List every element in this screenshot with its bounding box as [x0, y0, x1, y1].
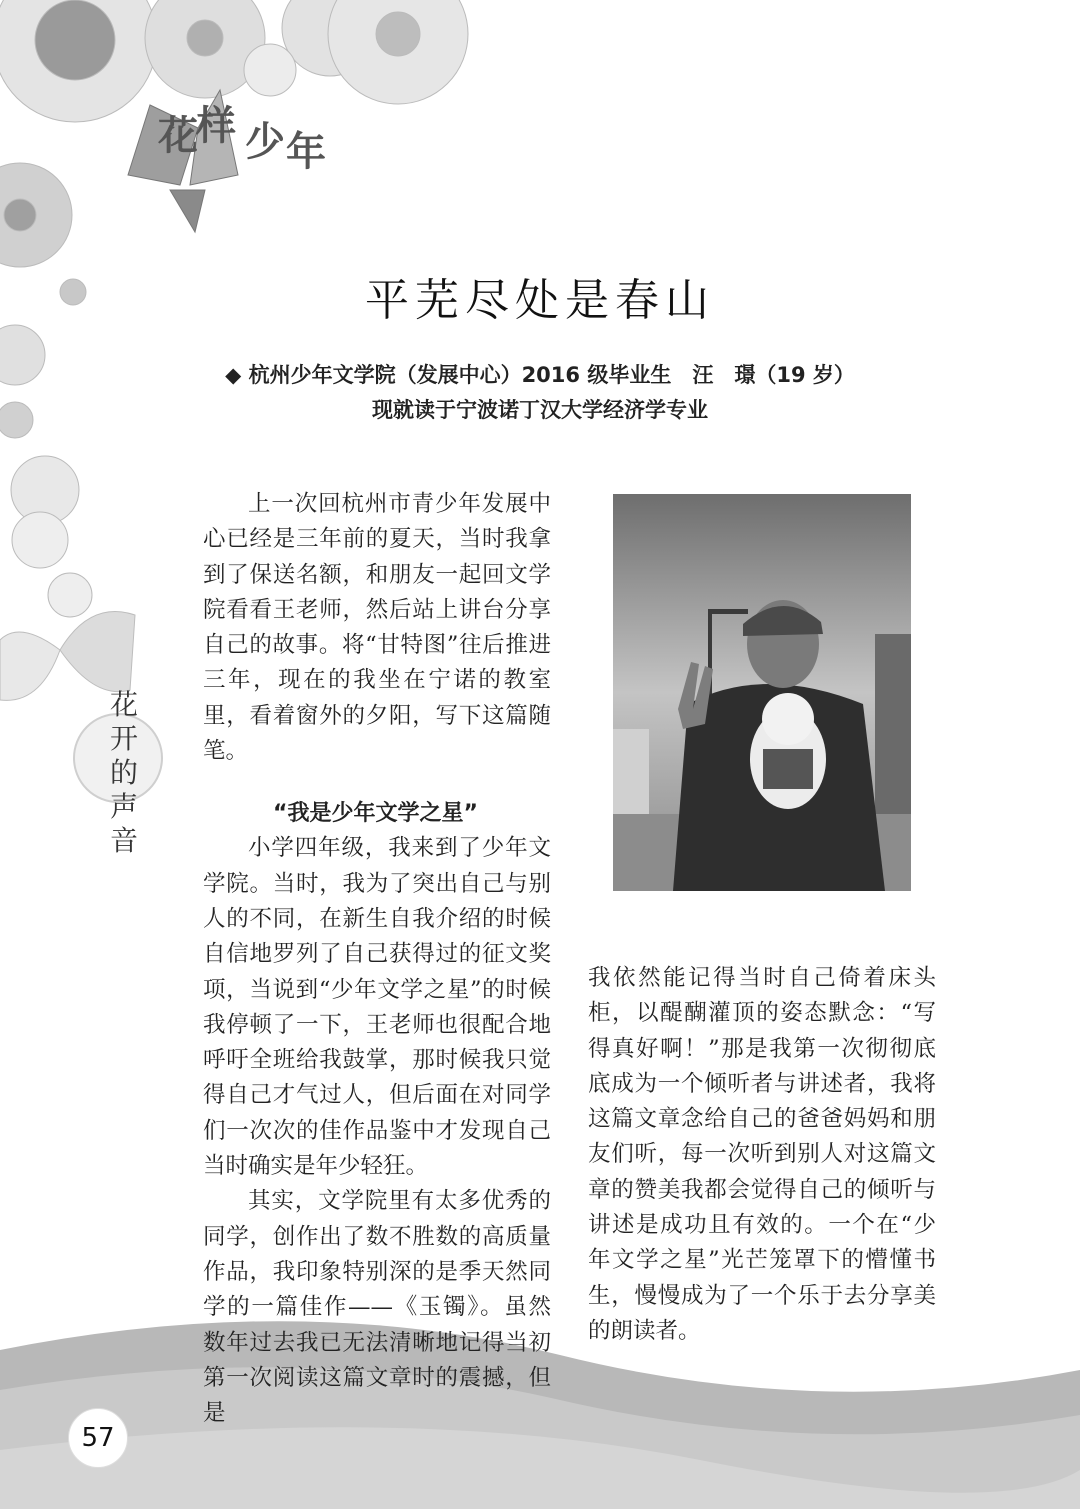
side-label-char: 声: [109, 790, 138, 823]
section-subheading: “我是少年文学之星”: [273, 801, 478, 827]
author-photo: [613, 494, 911, 891]
right-column: [588, 961, 936, 1349]
column-header-char: 花: [158, 113, 204, 159]
paragraph: 我依然能记得当时自己倚着床头柜，以醍醐灌顶的姿态默念：“写得真好啊！”那是我第一次彻彻底底成为一个倾听者与讲述者，我将这篇文章念给自己的爸爸妈妈和朋友们听，每一次听到别人对这篇文章的赞美我都会觉得自己的倾听与讲述是成功且有效的。一个在“少年文学之星”光芒笼罩下的懵懂书生，慢慢成为了一个乐于去分享美的朗读者。: [588, 965, 936, 1344]
column-header-char: 样: [196, 103, 242, 149]
side-label-char: 的: [109, 756, 138, 789]
page-number: 57: [68, 1408, 128, 1468]
author-byline: ◆ 杭州少年文学院（发展中心）2016 级毕业生 汪 璟（19 岁）: [225, 363, 855, 387]
side-label-char: 音: [109, 824, 138, 857]
column-header-char: 年: [286, 129, 332, 175]
paragraph: 上一次回杭州市青少年发展中心已经是三年前的夏天，当时我拿到了保送名额，和朋友一起回文学院看看王老师，然后站上讲台分享自己的故事。将“甘特图”往后推进三年，现在的我坐在宁诺的教室里，看着窗外的夕阳，写下这篇随笔。: [203, 491, 551, 765]
side-label: [104, 688, 144, 858]
article-title: 平芜尽处是春山: [365, 275, 715, 326]
column-header-char: 少: [245, 119, 291, 165]
author-school: 现就读于宁波诺丁汉大学经济学专业: [372, 398, 708, 422]
paragraph: 小学四年级，我来到了少年文学院。当时，我为了突出自己与别人的不同，在新生自我介绍的时候自信地罗列了自己获得过的征文奖项，当说到“少年文学之星”的时候我停顿了一下，王老师也很配合地呼吁全班给我鼓掌，那时候我只觉得自己才气过人，但后面在对同学们一次次的佳作品鉴中才发现自己当时确实是年少轻狂。: [203, 835, 551, 1180]
paragraph: 其实，文学院里有太多优秀的同学，创作出了数不胜数的高质量作品，我印象特别深的是季天然同学的一篇佳作——《玉镯》。虽然数年过去我已无法清晰地记得当初第一次阅读这篇文章时的震撼，但是: [203, 1188, 551, 1427]
left-column: [203, 487, 551, 1431]
side-label-char: 开: [109, 722, 138, 755]
side-label-char: 花: [109, 688, 138, 721]
